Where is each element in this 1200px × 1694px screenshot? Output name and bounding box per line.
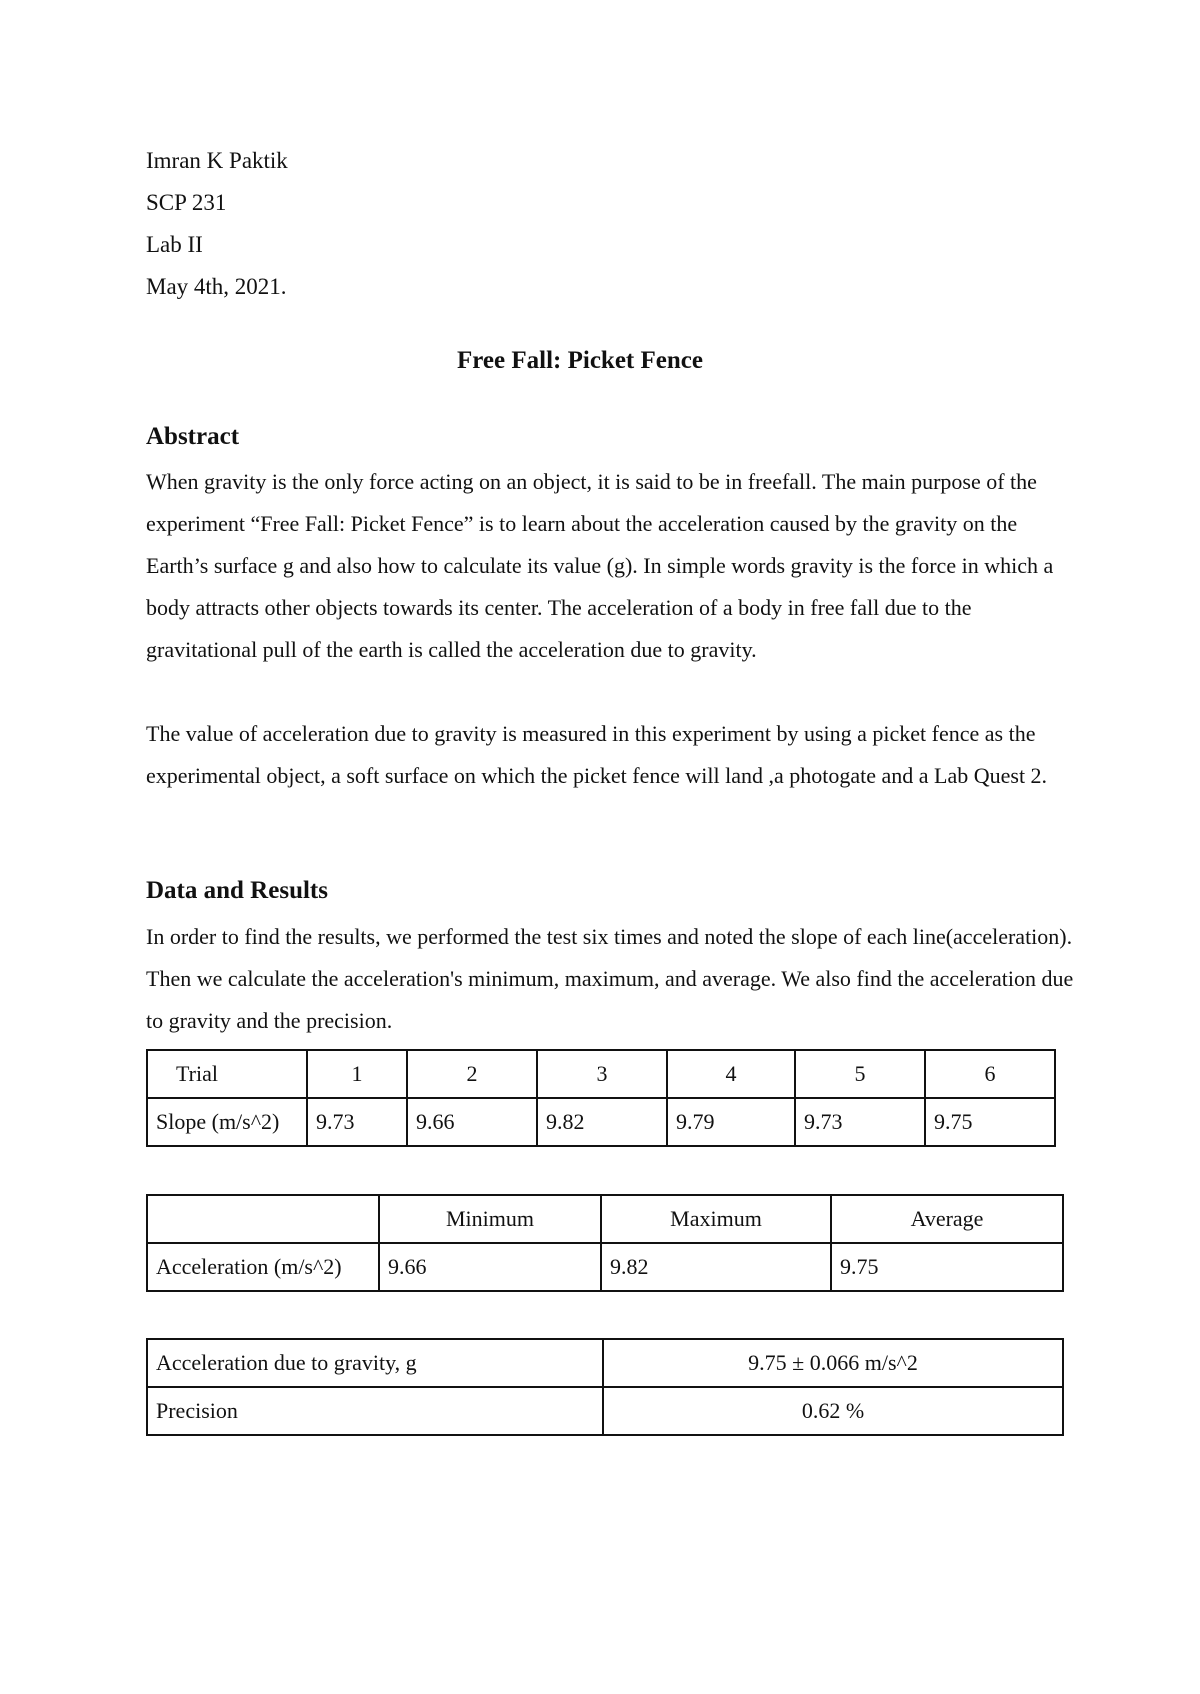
acceleration-summary-table [146, 1194, 1064, 1292]
gravity-label: Acceleration due to gravity, g [147, 1339, 603, 1387]
table-row [147, 1387, 1063, 1435]
minimum-header: Minimum [379, 1195, 601, 1243]
trial-number: 6 [925, 1050, 1055, 1098]
abstract-paragraph-1: When gravity is the only force acting on an object, it is said to be in freefall. The main purpose of the experiment “Free Fall: Picket Fence” is to learn about the acceleration caused by the gravity on the Earth’s surface g and also how to calculate its value (g). In simple words gravity is the force in which a body attracts other objects towards its center. The acceleration of a body in free fall due to the gravitational pull of the earth is called the acceleration due to gravity. [146, 469, 1054, 662]
table-row [147, 1243, 1063, 1291]
maximum-header: Maximum [601, 1195, 831, 1243]
data-results-heading: Data and Results [146, 877, 328, 904]
trial-number: 4 [667, 1050, 795, 1098]
maximum-value: 9.82 [601, 1243, 831, 1291]
slope-value: 9.79 [667, 1098, 795, 1146]
precision-value: 0.62 % [603, 1387, 1063, 1435]
table-row [147, 1195, 1063, 1243]
minimum-value: 9.66 [379, 1243, 601, 1291]
empty-header-cell [147, 1195, 379, 1243]
trial-number: 1 [307, 1050, 407, 1098]
lab-number: Lab II [146, 232, 203, 257]
average-value: 9.75 [831, 1243, 1063, 1291]
gravity-precision-table [146, 1338, 1064, 1436]
trial-number: 2 [407, 1050, 537, 1098]
trial-number: 5 [795, 1050, 925, 1098]
precision-label: Precision [147, 1387, 603, 1435]
slope-value: 9.75 [925, 1098, 1055, 1146]
report-date: May 4th, 2021. [146, 274, 287, 299]
abstract-heading: Abstract [146, 423, 240, 450]
slope-table [146, 1049, 1056, 1147]
trial-label: Trial [147, 1050, 307, 1098]
acceleration-label: Acceleration (m/s^2) [147, 1243, 379, 1291]
slope-value: 9.73 [307, 1098, 407, 1146]
table-row [147, 1050, 1055, 1098]
table-row [147, 1339, 1063, 1387]
slope-value: 9.66 [407, 1098, 537, 1146]
table-row [147, 1098, 1055, 1146]
document-title: Free Fall: Picket Fence [457, 347, 703, 374]
abstract-paragraph-2: The value of acceleration due to gravity is measured in this experiment by using a picket fence as the experimental object, a soft surface on which the picket fence will land ,a photogate and a Lab Quest 2. [146, 721, 1048, 788]
author-name: Imran K Paktik [146, 148, 288, 173]
gravity-value: 9.75 ± 0.066 m/s^2 [603, 1339, 1063, 1387]
data-results-paragraph: In order to find the results, we performed the test six times and noted the slope of each line(acceleration). Then we calculate the acceleration's minimum, maximum, and average. We also find the acceleration due to gravity and the precision. [146, 924, 1074, 1033]
trial-number: 3 [537, 1050, 667, 1098]
slope-label: Slope (m/s^2) [147, 1098, 307, 1146]
average-header: Average [831, 1195, 1063, 1243]
slope-value: 9.82 [537, 1098, 667, 1146]
slope-value: 9.73 [795, 1098, 925, 1146]
course-code: SCP 231 [146, 190, 227, 215]
